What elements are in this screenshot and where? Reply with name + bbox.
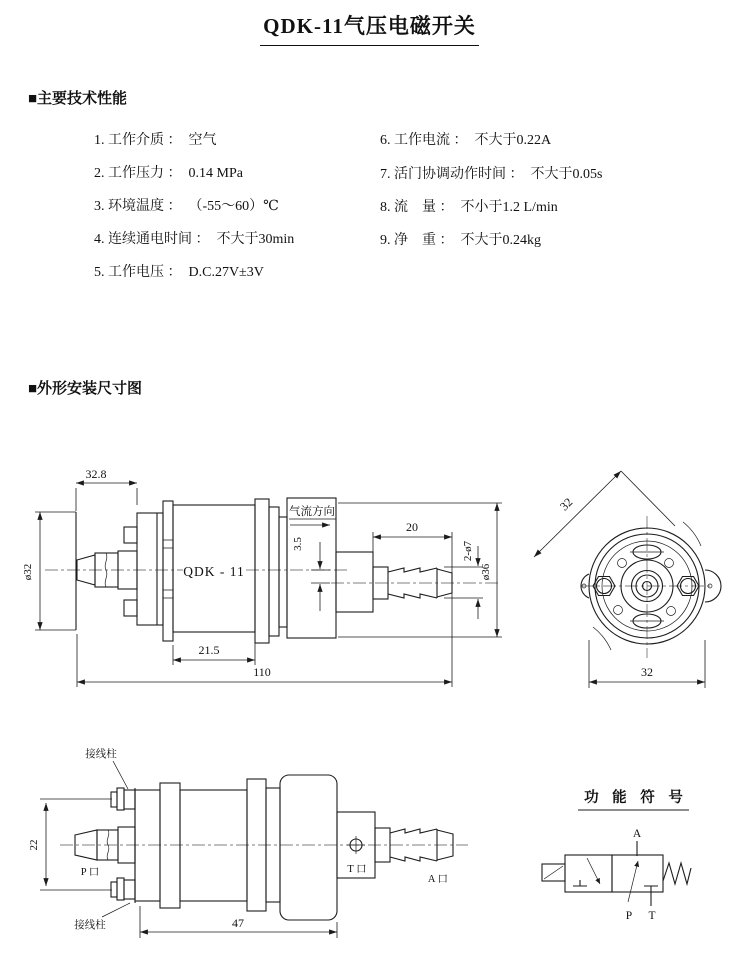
dim-32-8: 32.8	[85, 467, 107, 481]
function-symbol-title: 功 能 符 号	[584, 790, 688, 806]
drawing-function-symbol	[533, 775, 739, 935]
dim-3-5: 3.5	[292, 537, 304, 551]
model-label: QDK - 11	[183, 564, 245, 579]
airflow-direction	[289, 504, 336, 525]
port-a-label: A 口	[427, 874, 449, 885]
spec-item-3: 3. 环境温度 ： （-55～60）℃	[94, 199, 279, 214]
dim-47: 47	[232, 916, 244, 930]
spec-item-2: 2. 工作压力 ： 0.14 MPa	[94, 166, 243, 181]
valve-outline	[75, 775, 453, 920]
port-p-label: P 口	[80, 867, 100, 878]
dim-20: 20	[406, 520, 418, 534]
drawing-end-view	[525, 440, 739, 700]
center-lines	[581, 516, 713, 658]
dim-2-dia7: 2-ø7	[462, 540, 474, 562]
section-heading-dimensions: ■外形安装尺寸图	[28, 381, 143, 397]
dim-dia32: ø32	[22, 563, 34, 581]
valve-outline	[76, 498, 452, 643]
dim-diagonal-32: 32	[556, 494, 576, 514]
page-title: QDK-11气压电磁开关	[260, 10, 479, 46]
terminal-post-label-bottom: 接线柱	[74, 920, 106, 931]
spec-item-8: 8. 流 量 ： 不小于1.2 L/min	[380, 200, 558, 215]
spec-item-5: 5. 工作电压 ： D.C.27V±3V	[94, 265, 264, 280]
section-heading-specs: ■主要技术性能	[28, 91, 128, 107]
dim-22: 22	[28, 839, 40, 851]
valve-symbol	[542, 841, 691, 906]
title-block	[0, 10, 739, 46]
spec-item-6: 6. 工作电流 ： 不大于0.22A	[380, 133, 552, 148]
center-lines	[45, 570, 501, 583]
terminal-post-label-top: 接线柱	[85, 749, 117, 760]
spec-item-9: 9. 净 重 ： 不大于0.24kg	[380, 233, 541, 248]
symbol-port-p: P	[625, 910, 633, 922]
airflow-label: 气流方向	[289, 506, 335, 518]
symbol-port-a: A	[632, 828, 642, 840]
drawing-bottom-view	[25, 735, 480, 970]
dim-110: 110	[253, 665, 271, 679]
dim-dia36: ø36	[480, 563, 492, 581]
dimensions	[40, 761, 337, 938]
symbol-port-t: T	[648, 910, 656, 922]
port-t-label: T 口	[347, 864, 367, 875]
spec-item-7: 7. 活门协调动作时间 ： 不大于0.05s	[380, 167, 603, 182]
spec-item-4: 4. 连续通电时间 ： 不大于30min	[94, 232, 295, 247]
dim-width-32: 32	[641, 665, 653, 679]
spec-item-1: 1. 工作介质 ： 空气	[94, 133, 217, 148]
drawing-side-view	[20, 440, 540, 700]
dim-21-5: 21.5	[198, 643, 220, 657]
